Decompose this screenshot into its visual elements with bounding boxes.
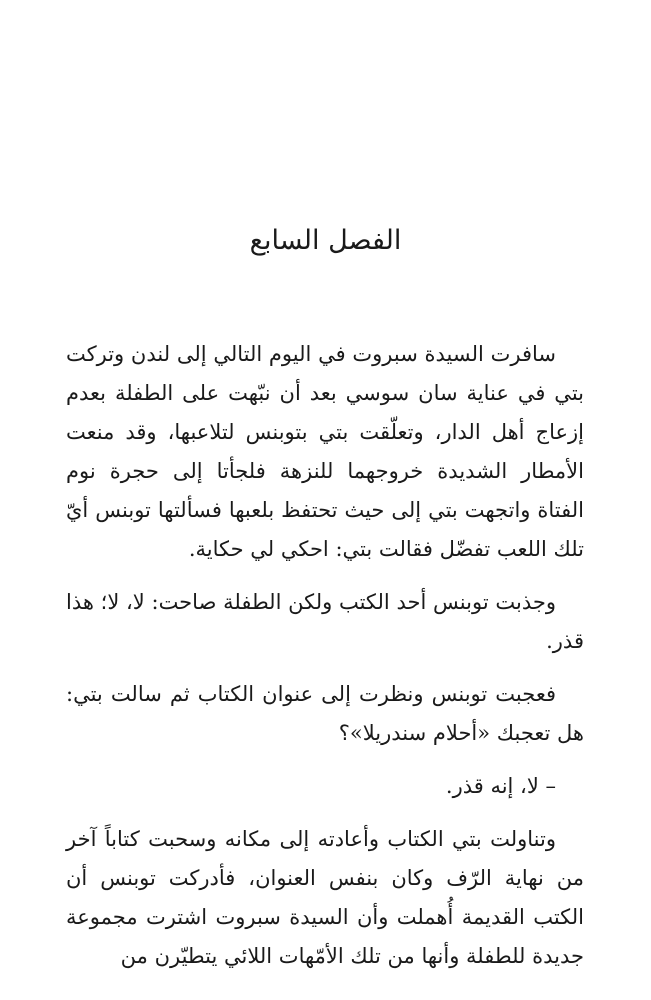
- paragraph-1: سافرت السيدة سبروت في اليوم التالي إلى لندن وتركت بتي في عناية سان سوسي بعد أن نبّهت على الطفلة بعدم إزعاج أهل الدار، وتعلّقت بتي بتوبنس لتلاعبها، وقد منعت الأمطار الشديدة خروجهما للنزهة فلجأتا إلى حجرة نوم الفتاة واتجهت بتي إلى حيث تحتفظ بلعبها فسألتها توبنس أيّ تلك اللعب تفضّل فقالت بتي: احكي لي حكاية.: [66, 342, 584, 561]
- paragraph-5: وتناولت بتي الكتاب وأعادته إلى مكانه وسحبت كتاباً آخر من نهاية الرّف وكان بنفس العنوان، فأدركت توبنس أن الكتب القديمة أُهملت وأن السيدة سبروت اشترت مجموعة جديدة للطفلة وأنها من تلك الأمّهات اللائي يتطيّرن من: [66, 827, 584, 968]
- paragraph-4-dialogue: – لا، إنه قذر.: [445, 774, 556, 798]
- paragraph-3: فعجبت توبنس ونظرت إلى عنوان الكتاب ثم سالت بتي: هل تعجبك «أحلام سندريلا»؟: [66, 682, 584, 745]
- chapter-body: [66, 335, 584, 990]
- paragraph-2: وجذبت توبنس أحد الكتب ولكن الطفلة صاحت: لا، لا؛ هذا قذر.: [66, 590, 584, 653]
- chapter-title: الفصل السابع: [249, 225, 402, 256]
